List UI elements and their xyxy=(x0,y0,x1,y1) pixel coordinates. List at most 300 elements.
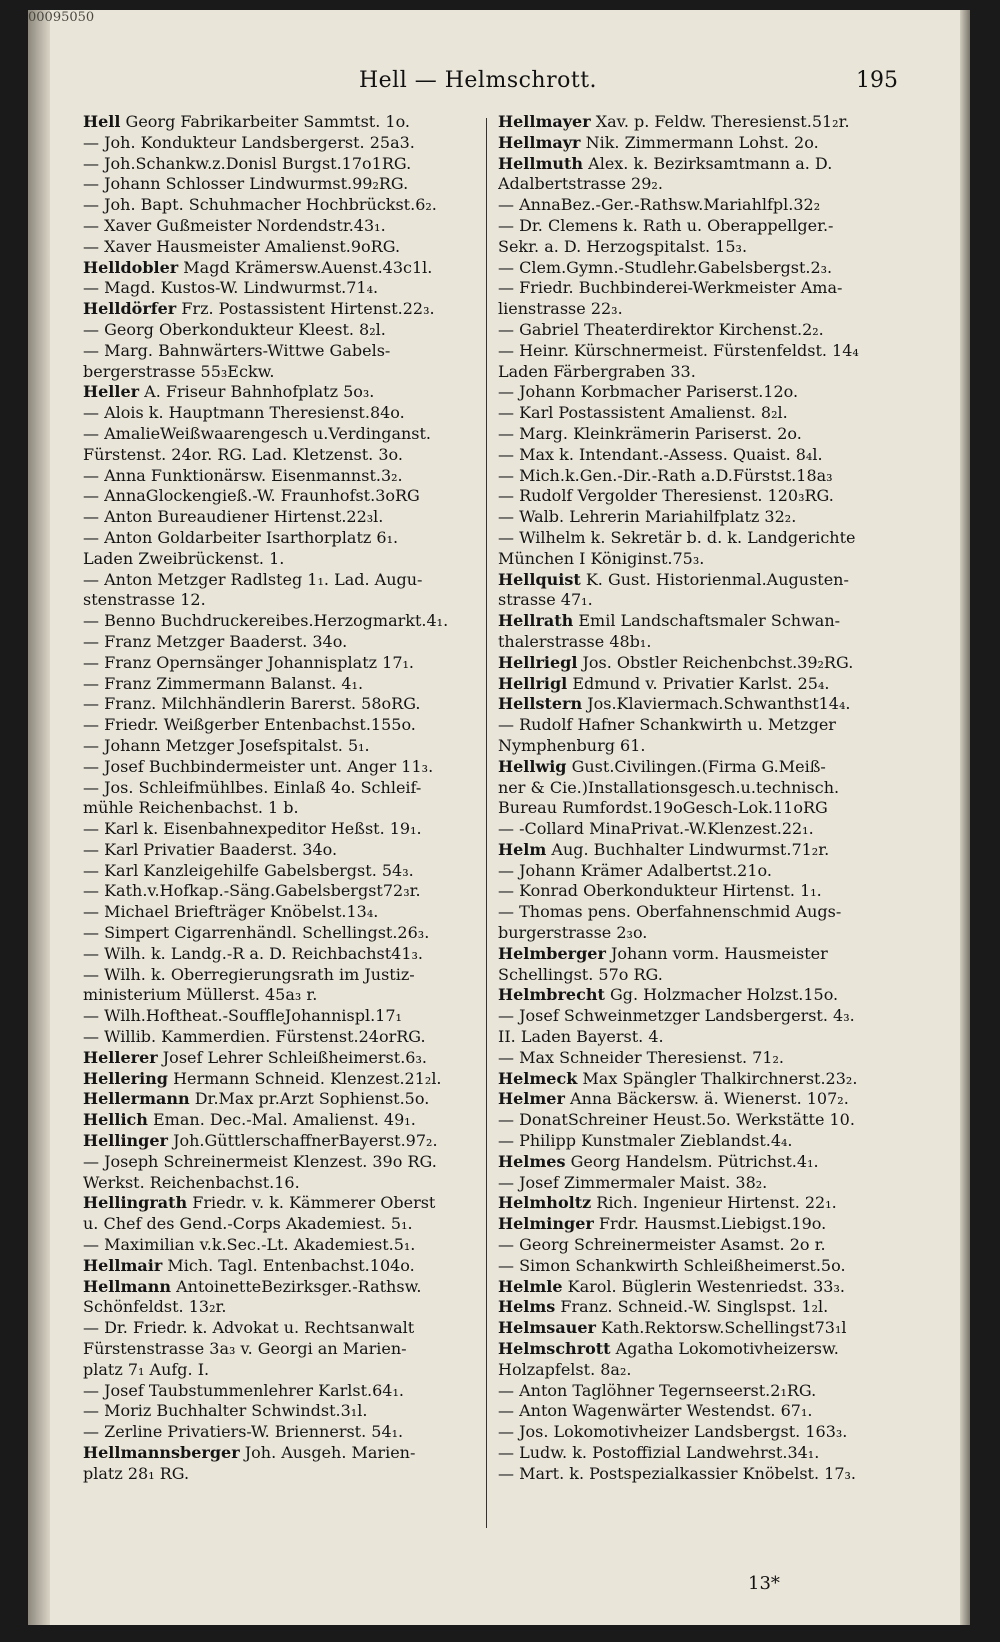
surname-heading: Hellmayr xyxy=(498,132,581,152)
entry-text: Laden Zweibrückenst. 1. xyxy=(83,548,285,568)
directory-entry-line xyxy=(83,549,475,570)
directory-entry-line xyxy=(498,1256,890,1277)
directory-entry-line xyxy=(83,1443,475,1464)
directory-entry-line xyxy=(83,590,475,611)
surname-heading: Helmeck xyxy=(498,1068,578,1088)
directory-entry-line xyxy=(498,632,890,653)
directory-entry-line xyxy=(83,757,475,778)
entry-text: Fürstenst. 24or. RG. Lad. Kletzenst. 3o. xyxy=(83,444,403,464)
directory-entry-line xyxy=(83,341,475,362)
directory-entry-line xyxy=(83,278,475,299)
entry-text: — Walb. Lehrerin Mariahilfplatz 32₂. xyxy=(498,507,797,527)
directory-entry-line xyxy=(498,299,890,320)
entry-text: Hermann Schneid. Klenzest.21₂l. xyxy=(173,1068,442,1088)
entry-text: Fürstenstrasse 3a₃ v. Georgi an Marien- xyxy=(83,1339,407,1359)
directory-entry-line xyxy=(498,694,890,715)
directory-entry-line xyxy=(83,736,475,757)
entry-text: Friedr. v. k. Kämmerer Oberst xyxy=(192,1193,436,1213)
entry-text: ministerium Müllerst. 45a₃ r. xyxy=(83,985,318,1005)
directory-entry-line xyxy=(83,965,475,986)
entry-text: Georg Handelsm. Pütrichst.4₁. xyxy=(570,1151,819,1171)
entry-text: — Dr. Friedr. k. Advokat u. Rechtsanwalt xyxy=(83,1318,415,1338)
directory-entry-line xyxy=(498,1214,890,1235)
directory-entry-line xyxy=(83,1214,475,1235)
directory-entry-line xyxy=(83,1256,475,1277)
directory-entry-line xyxy=(83,1152,475,1173)
entry-text: — Joh. Kondukteur Landsbergerst. 25a3. xyxy=(83,132,415,152)
directory-entry-line xyxy=(498,237,890,258)
directory-entry-line xyxy=(498,778,890,799)
directory-entry-line xyxy=(83,1193,475,1214)
entry-text: Agatha Lokomotivheizersw. xyxy=(615,1339,839,1359)
surname-heading: Helmes xyxy=(498,1151,566,1171)
directory-entry-line xyxy=(83,445,475,466)
entry-text: Alex. k. Bezirksamtmann a. D. xyxy=(588,153,833,173)
entry-text: — Max k. Intendant.-Assess. Quaist. 8₄l. xyxy=(498,444,823,464)
directory-entry-line xyxy=(83,1069,475,1090)
directory-entry-line xyxy=(498,736,890,757)
entry-text: — Gabriel Theaterdirektor Kirchenst.2₂. xyxy=(498,319,824,339)
entry-text: — Simpert Cigarrenhändl. Schellingst.26₃. xyxy=(83,923,430,943)
entry-text: Nik. Zimmermann Lohst. 2o. xyxy=(585,132,819,152)
directory-entry-line xyxy=(498,715,890,736)
directory-entry-line xyxy=(498,216,890,237)
directory-entry-line xyxy=(498,881,890,902)
directory-entry-line xyxy=(498,486,890,507)
directory-entry-line xyxy=(498,1152,890,1173)
entry-text: — Dr. Clemens k. Rath u. Oberappellger.- xyxy=(498,215,834,235)
directory-entry-line xyxy=(83,1339,475,1360)
surname-heading: Hellrath xyxy=(498,611,574,631)
entry-text: — Josef Buchbindermeister unt. Anger 11₃. xyxy=(83,756,434,776)
directory-entry-line xyxy=(83,1089,475,1110)
directory-entry-line xyxy=(498,590,890,611)
entry-text: Dr.Max pr.Arzt Sophienst.5o. xyxy=(194,1089,430,1109)
surname-heading: Heller xyxy=(83,382,140,402)
surname-heading: Hellich xyxy=(83,1110,148,1130)
entry-text: Jos.Klaviermach.Schwanthst14₄. xyxy=(587,694,851,714)
directory-entry-line xyxy=(83,715,475,736)
entry-text: — Anna Funktionärsw. Eisenmannst.3₂. xyxy=(83,465,403,485)
entry-text: — Friedr. Buchbinderei-Werkmeister Ama- xyxy=(498,278,843,298)
surname-heading: Hellwig xyxy=(498,756,567,776)
entry-text: — Franz Opernsänger Johannisplatz 17₁. xyxy=(83,652,415,672)
directory-entry-line xyxy=(498,1318,890,1339)
entry-text: Holzapfelst. 8a₂. xyxy=(498,1359,632,1379)
entry-text: K. Gust. Historienmal.Augusten- xyxy=(585,569,849,589)
directory-entry-line xyxy=(498,1422,890,1443)
directory-entry-line xyxy=(83,653,475,674)
entry-text: — Michael Briefträger Knöbelst.13₄. xyxy=(83,902,379,922)
entry-text: — Karl Postassistent Amalienst. 8₂l. xyxy=(498,403,788,423)
entry-text: u. Chef des Gend.-Corps Akademiest. 5₁. xyxy=(83,1214,413,1234)
entry-text: Schellingst. 57o RG. xyxy=(498,964,663,984)
directory-entry-line xyxy=(83,985,475,1006)
entry-text: — Anton Wagenwärter Westendst. 67₁. xyxy=(498,1401,813,1421)
entry-text: — Rudolf Vergolder Theresienst. 120₃RG. xyxy=(498,486,834,506)
directory-entry-line xyxy=(83,798,475,819)
directory-entry-line xyxy=(83,611,475,632)
directory-entry-line xyxy=(83,1360,475,1381)
signature-mark: 13* xyxy=(748,1573,780,1594)
page-number: 195 xyxy=(856,68,898,93)
page-header xyxy=(68,68,898,102)
entry-text: — Georg Schreinermeister Asamst. 2o r. xyxy=(498,1235,826,1255)
entry-text: — Joh. Bapt. Schuhmacher Hochbrückst.6₂. xyxy=(83,195,437,215)
entry-text: AntoinetteBezirksger.-Rathsw. xyxy=(176,1276,422,1296)
entry-text: — Friedr. Weißgerber Entenbachst.155o. xyxy=(83,715,416,735)
surname-heading: Hellerer xyxy=(83,1047,158,1067)
directory-entry-line xyxy=(498,174,890,195)
directory-entry-line xyxy=(498,819,890,840)
directory-entry-line xyxy=(498,1027,890,1048)
directory-entry-line xyxy=(498,1277,890,1298)
entry-text: Rich. Ingenieur Hirtenst. 22₁. xyxy=(596,1193,837,1213)
entry-text: — Max Schneider Theresienst. 71₂. xyxy=(498,1047,785,1067)
directory-entry-line xyxy=(498,985,890,1006)
entry-text: Edmund v. Privatier Karlst. 25₄. xyxy=(572,673,830,693)
directory-entry-line xyxy=(83,320,475,341)
directory-page xyxy=(28,10,970,1625)
entry-text: Aug. Buchhalter Lindwurmst.71₂r. xyxy=(551,839,830,859)
directory-entry-line xyxy=(83,1235,475,1256)
entry-text: strasse 47₁. xyxy=(498,590,593,610)
directory-entry-line xyxy=(498,258,890,279)
surname-heading: Helmle xyxy=(498,1276,563,1296)
directory-entry-line xyxy=(498,1006,890,1027)
directory-entry-line xyxy=(83,902,475,923)
directory-entry-line xyxy=(83,195,475,216)
directory-entry-line xyxy=(83,258,475,279)
entry-text: Sekr. a. D. Herzogspitalst. 15₃. xyxy=(498,236,748,256)
directory-entry-line xyxy=(498,1443,890,1464)
entry-text: Karol. Büglerin Westenriedst. 33₃. xyxy=(567,1276,845,1296)
entry-text: — Rudolf Hafner Schankwirth u. Metzger xyxy=(498,715,836,735)
directory-entry-line xyxy=(498,1464,890,1485)
entry-text: — Wilh. k. Landg.-R a. D. Reichbachst41₃. xyxy=(83,943,423,963)
entry-text: thalerstrasse 48b₁. xyxy=(498,631,652,651)
entry-text: — Anton Bureaudiener Hirtenst.22₃l. xyxy=(83,507,384,527)
directory-entry-line xyxy=(498,1131,890,1152)
directory-entry-line xyxy=(498,403,890,424)
directory-entry-line xyxy=(498,1110,890,1131)
entry-text: — Ludw. k. Postoffizial Landwehrst.34₁. xyxy=(498,1443,820,1462)
entry-text: — Jos. Schleifmühlbes. Einlaß 4o. Schleif- xyxy=(83,777,422,797)
entry-text: — -Collard MinaPrivat.-W.Klenzest.22₁. xyxy=(498,819,814,839)
entry-text: — AnnaGlockengieß.-W. Fraunhofst.3oRG xyxy=(83,486,420,506)
directory-entry-line xyxy=(498,861,890,882)
directory-entry-line xyxy=(498,445,890,466)
entry-text: — Anton Taglöhner Tegernseerst.2₁RG. xyxy=(498,1380,817,1400)
entry-text: — Franz. Milchhändlerin Barerst. 58oRG. xyxy=(83,694,421,714)
entry-text: Johann vorm. Hausmeister xyxy=(611,943,828,963)
entry-text: — Mich.k.Gen.-Dir.-Rath a.D.Fürstst.18a₃ xyxy=(498,465,833,485)
directory-entry-line xyxy=(498,528,890,549)
surname-heading: Helm xyxy=(498,839,547,859)
entry-text: — Xaver Gußmeister Nordendstr.43₁. xyxy=(83,215,386,235)
corner-mark: 00095050 xyxy=(28,10,95,25)
directory-entry-line xyxy=(83,466,475,487)
entry-text: Nymphenburg 61. xyxy=(498,735,646,755)
right-column xyxy=(498,112,890,1485)
directory-entry-line xyxy=(498,466,890,487)
entry-text: Mich. Tagl. Entenbachst.104o. xyxy=(167,1255,415,1275)
entry-text: platz 28₁ RG. xyxy=(83,1463,190,1483)
entry-text: — Franz Zimmermann Balanst. 4₁. xyxy=(83,673,364,693)
entry-text: Laden Färbergraben 33. xyxy=(498,361,696,381)
surname-heading: Hellmuth xyxy=(498,153,584,173)
surname-heading: Hellquist xyxy=(498,569,581,589)
directory-entry-line xyxy=(83,1110,475,1131)
surname-heading: Helms xyxy=(498,1297,556,1317)
entry-text: — Josef Schweinmetzger Landsbergerst. 4₃. xyxy=(498,1006,855,1026)
entry-text: — Joseph Schreinermeist Klenzest. 39o RG. xyxy=(83,1151,437,1171)
directory-entry-line xyxy=(498,278,890,299)
entry-text: Gust.Civilingen.(Firma G.Meiß- xyxy=(571,756,826,776)
entry-text: — Marg. Kleinkrämerin Pariserst. 2o. xyxy=(498,423,802,443)
entry-text: — Kath.v.Hofkap.-Säng.Gabelsbergst72₃r. xyxy=(83,881,421,901)
directory-entry-line xyxy=(83,507,475,528)
directory-entry-line xyxy=(83,819,475,840)
directory-entry-line xyxy=(83,154,475,175)
directory-entry-line xyxy=(83,1297,475,1318)
directory-entry-line xyxy=(83,1173,475,1194)
directory-entry-line xyxy=(498,611,890,632)
entry-text: Frz. Postassistent Hirtenst.22₃. xyxy=(181,299,435,319)
entry-text: — Mart. k. Postspezialkassier Knöbelst. 17₃. xyxy=(498,1463,857,1483)
entry-text: II. Laden Bayerst. 4. xyxy=(498,1027,664,1047)
entry-text: — Franz Metzger Baaderst. 34o. xyxy=(83,631,348,651)
entry-text: Jos. Obstler Reichenbchst.39₂RG. xyxy=(582,652,854,672)
entry-text: — Willib. Kammerdien. Fürstenst.24orRG. xyxy=(83,1027,426,1047)
entry-text: — Anton Metzger Radlsteg 1₁. Lad. Augu- xyxy=(83,569,423,589)
directory-entry-line xyxy=(83,216,475,237)
surname-heading: Hellmannsberger xyxy=(83,1443,240,1462)
entry-text: — Josef Zimmermaler Maist. 38₂. xyxy=(498,1172,768,1192)
directory-entry-line xyxy=(83,778,475,799)
directory-entry-line xyxy=(83,923,475,944)
surname-heading: Hellmann xyxy=(83,1276,172,1296)
surname-heading: Helmberger xyxy=(498,943,606,963)
entry-text: mühle Reichenbachst. 1 b. xyxy=(83,798,299,818)
surname-heading: Helminger xyxy=(498,1214,594,1234)
entry-text: — Thomas pens. Oberfahnenschmid Augs- xyxy=(498,902,842,922)
directory-entry-line xyxy=(83,486,475,507)
entry-text: Xav. p. Feldw. Theresienst.51₂r. xyxy=(595,112,850,131)
entry-text: — Wilh. k. Oberregierungsrath im Justiz- xyxy=(83,964,415,984)
directory-entry-line xyxy=(498,1360,890,1381)
directory-entry-line xyxy=(498,112,890,133)
directory-entry-line xyxy=(498,382,890,403)
entry-text: — Heinr. Kürschnermeist. Fürstenfeldst. 14₄ xyxy=(498,340,859,360)
entry-text: — Georg Oberkondukteur Kleest. 8₂l. xyxy=(83,319,386,339)
entry-text: — Jos. Lokomotivheizer Landsbergst. 163₃. xyxy=(498,1422,848,1442)
entry-text: — Konrad Oberkondukteur Hirtenst. 1₁. xyxy=(498,881,822,901)
entry-text: Eman. Dec.-Mal. Amalienst. 49₁. xyxy=(153,1110,416,1130)
directory-entry-line xyxy=(498,1381,890,1402)
entry-text: — Johann Schlosser Lindwurmst.99₂RG. xyxy=(83,174,409,194)
entry-text: — Johann Metzger Josefspitalst. 5₁. xyxy=(83,735,370,755)
entry-text: — Simon Schankwirth Schleißheimerst.5o. xyxy=(498,1255,846,1275)
entry-text: München I Königinst.75₃. xyxy=(498,548,705,568)
directory-entry-line xyxy=(83,694,475,715)
entry-text: Anna Bäckersw. ä. Wienerst. 107₂. xyxy=(570,1089,849,1109)
entry-text: Frdr. Hausmst.Liebigst.19o. xyxy=(598,1214,827,1234)
directory-entry-line xyxy=(498,507,890,528)
entry-text: — Johann Korbmacher Pariserst.12o. xyxy=(498,382,799,402)
surname-heading: Helmholtz xyxy=(498,1193,592,1213)
surname-heading: Helldobler xyxy=(83,257,179,277)
directory-entry-line xyxy=(83,1131,475,1152)
entry-text: — AmalieWeißwaarengesch u.Verdinganst. xyxy=(83,423,432,443)
entry-text: — Benno Buchdruckereibes.Herzogmarkt.4₁. xyxy=(83,611,449,631)
directory-entry-line xyxy=(83,112,475,133)
directory-entry-line xyxy=(83,881,475,902)
entry-text: — Maximilian v.k.Sec.-Lt. Akademiest.5₁. xyxy=(83,1235,416,1255)
entry-text: — AnnaBez.-Ger.-Rathsw.Mariahlfpl.32₂ xyxy=(498,195,821,215)
directory-entry-line xyxy=(83,237,475,258)
directory-entry-line xyxy=(498,1401,890,1422)
directory-entry-line xyxy=(83,1027,475,1048)
entry-text: — Wilh.Hoftheat.-SouffleJohannispl.17₁ xyxy=(83,1006,402,1026)
entry-text: bergerstrasse 55₃Eckw. xyxy=(83,361,275,381)
entry-text: — Johann Krämer Adalbertst.21o. xyxy=(498,860,772,880)
directory-entry-line xyxy=(83,1381,475,1402)
entry-text: Adalbertstrasse 29₂. xyxy=(498,174,663,194)
directory-entry-line xyxy=(498,320,890,341)
directory-entry-line xyxy=(83,840,475,861)
directory-entry-line xyxy=(83,174,475,195)
entry-text: Joh.GüttlerschaffnerBayerst.97₂. xyxy=(173,1131,438,1151)
entry-text: Franz. Schneid.-W. Singlspst. 1₂l. xyxy=(560,1297,829,1317)
directory-entry-line xyxy=(83,424,475,445)
directory-entry-line xyxy=(83,528,475,549)
directory-entry-line xyxy=(498,840,890,861)
entry-text: — Magd. Kustos-W. Lindwurmst.71₄. xyxy=(83,278,379,298)
directory-entry-line xyxy=(83,1422,475,1443)
entry-text: A. Friseur Bahnhofplatz 5o₃. xyxy=(144,382,375,402)
directory-entry-line xyxy=(83,1318,475,1339)
entry-text: — DonatSchreiner Heust.5o. Werkstätte 10. xyxy=(498,1110,855,1130)
left-column xyxy=(83,112,475,1485)
directory-entry-line xyxy=(498,674,890,695)
entry-text: ner & Cie.)Installationsgesch.u.technisch. xyxy=(498,777,840,797)
surname-heading: Hellmayer xyxy=(498,112,591,131)
directory-entry-line xyxy=(498,1069,890,1090)
directory-entry-line xyxy=(498,1089,890,1110)
directory-entry-line xyxy=(498,798,890,819)
directory-entry-line xyxy=(83,1277,475,1298)
entry-text: lienstrasse 22₃. xyxy=(498,299,623,319)
entry-text: Werkst. Reichenbachst.16. xyxy=(83,1172,300,1192)
directory-entry-line xyxy=(498,902,890,923)
entry-text: stenstrasse 12. xyxy=(83,590,206,610)
directory-entry-line xyxy=(83,1464,475,1485)
entry-text: Bureau Rumfordst.19oGesch-Lok.11oRG xyxy=(498,798,828,818)
directory-entry-line xyxy=(498,195,890,216)
directory-entry-line xyxy=(498,549,890,570)
directory-entry-line xyxy=(498,341,890,362)
directory-entry-line xyxy=(498,362,890,383)
entry-text: — Anton Goldarbeiter Isarthorplatz 6₁. xyxy=(83,527,399,547)
surname-heading: Helmschrott xyxy=(498,1339,611,1359)
page-title: Hell — Helmschrott. xyxy=(358,68,598,93)
surname-heading: Helldörfer xyxy=(83,299,177,319)
page-edge xyxy=(960,10,970,1625)
entry-text: — Wilhelm k. Sekretär b. d. k. Landgerichte xyxy=(498,527,856,547)
directory-entry-line xyxy=(498,1297,890,1318)
entry-text: — Karl k. Eisenbahnexpeditor Heßst. 19₁. xyxy=(83,819,422,839)
directory-entry-line xyxy=(83,861,475,882)
entry-text: — Philipp Kunstmaler Zieblandst.4₄. xyxy=(498,1131,793,1151)
surname-heading: Hellermann xyxy=(83,1089,190,1109)
entry-text: — Clem.Gymn.-Studlehr.Gabelsbergst.2₃. xyxy=(498,257,833,277)
directory-entry-line xyxy=(83,299,475,320)
surname-heading: Helmbrecht xyxy=(498,985,605,1005)
directory-entry-line xyxy=(83,570,475,591)
surname-heading: Hellering xyxy=(83,1068,168,1088)
directory-entry-line xyxy=(83,674,475,695)
directory-entry-line xyxy=(498,757,890,778)
entry-text: — Moriz Buchhalter Schwindst.3₁l. xyxy=(83,1401,368,1421)
surname-heading: Hellingrath xyxy=(83,1193,188,1213)
entry-text: — Josef Taubstummenlehrer Karlst.64₁. xyxy=(83,1380,404,1400)
directory-entry-line xyxy=(83,1048,475,1069)
surname-heading: Helmsauer xyxy=(498,1318,596,1338)
entry-text: platz 7₁ Aufg. I. xyxy=(83,1359,210,1379)
directory-entry-line xyxy=(83,632,475,653)
surname-heading: Hellrigl xyxy=(498,673,568,693)
entry-text: Max Spängler Thalkirchnerst.23₂. xyxy=(582,1068,858,1088)
directory-entry-line xyxy=(498,965,890,986)
directory-entry-line xyxy=(83,382,475,403)
entry-text: Josef Lehrer Schleißheimerst.6₃. xyxy=(162,1047,427,1067)
surname-heading: Hell xyxy=(83,112,121,131)
directory-entry-line xyxy=(498,1235,890,1256)
directory-entry-line xyxy=(498,653,890,674)
entry-text: burgerstrasse 2₃o. xyxy=(498,923,648,943)
directory-entry-line xyxy=(83,133,475,154)
directory-entry-line xyxy=(498,1339,890,1360)
surname-heading: Hellinger xyxy=(83,1131,168,1151)
surname-heading: Helmer xyxy=(498,1089,565,1109)
surname-heading: Hellmair xyxy=(83,1255,163,1275)
directory-entry-line xyxy=(498,154,890,175)
surname-heading: Hellriegl xyxy=(498,652,578,672)
directory-entry-line xyxy=(498,1193,890,1214)
directory-entry-line xyxy=(498,1173,890,1194)
directory-entry-line xyxy=(498,1048,890,1069)
entry-text: — Alois k. Hauptmann Theresienst.84o. xyxy=(83,403,405,423)
entry-text: Schönfeldst. 13₂r. xyxy=(83,1297,227,1317)
book-spine xyxy=(28,10,50,1625)
entry-text: Gg. Holzmacher Holzst.15o. xyxy=(609,985,839,1005)
entry-text: — Joh.Schankw.z.Donisl Burgst.17o1RG. xyxy=(83,153,412,173)
directory-entry-line xyxy=(498,570,890,591)
entry-text: Kath.Rektorsw.Schellingst73₁l xyxy=(601,1318,847,1338)
surname-heading: Hellstern xyxy=(498,694,583,714)
directory-entry-line xyxy=(83,362,475,383)
entry-text: Georg Fabrikarbeiter Sammtst. 1o. xyxy=(125,112,411,131)
entry-text: Emil Landschaftsmaler Schwan- xyxy=(578,611,841,631)
directory-entry-line xyxy=(498,133,890,154)
column-divider xyxy=(486,118,487,1528)
entry-text: — Xaver Hausmeister Amalienst.9oRG. xyxy=(83,236,401,256)
entry-text: — Zerline Privatiers-W. Briennerst. 54₁. xyxy=(83,1422,404,1442)
entry-text: Joh. Ausgeh. Marien- xyxy=(244,1443,416,1462)
directory-entry-line xyxy=(83,1006,475,1027)
entry-text: — Marg. Bahnwärters-Wittwe Gabels- xyxy=(83,340,391,360)
